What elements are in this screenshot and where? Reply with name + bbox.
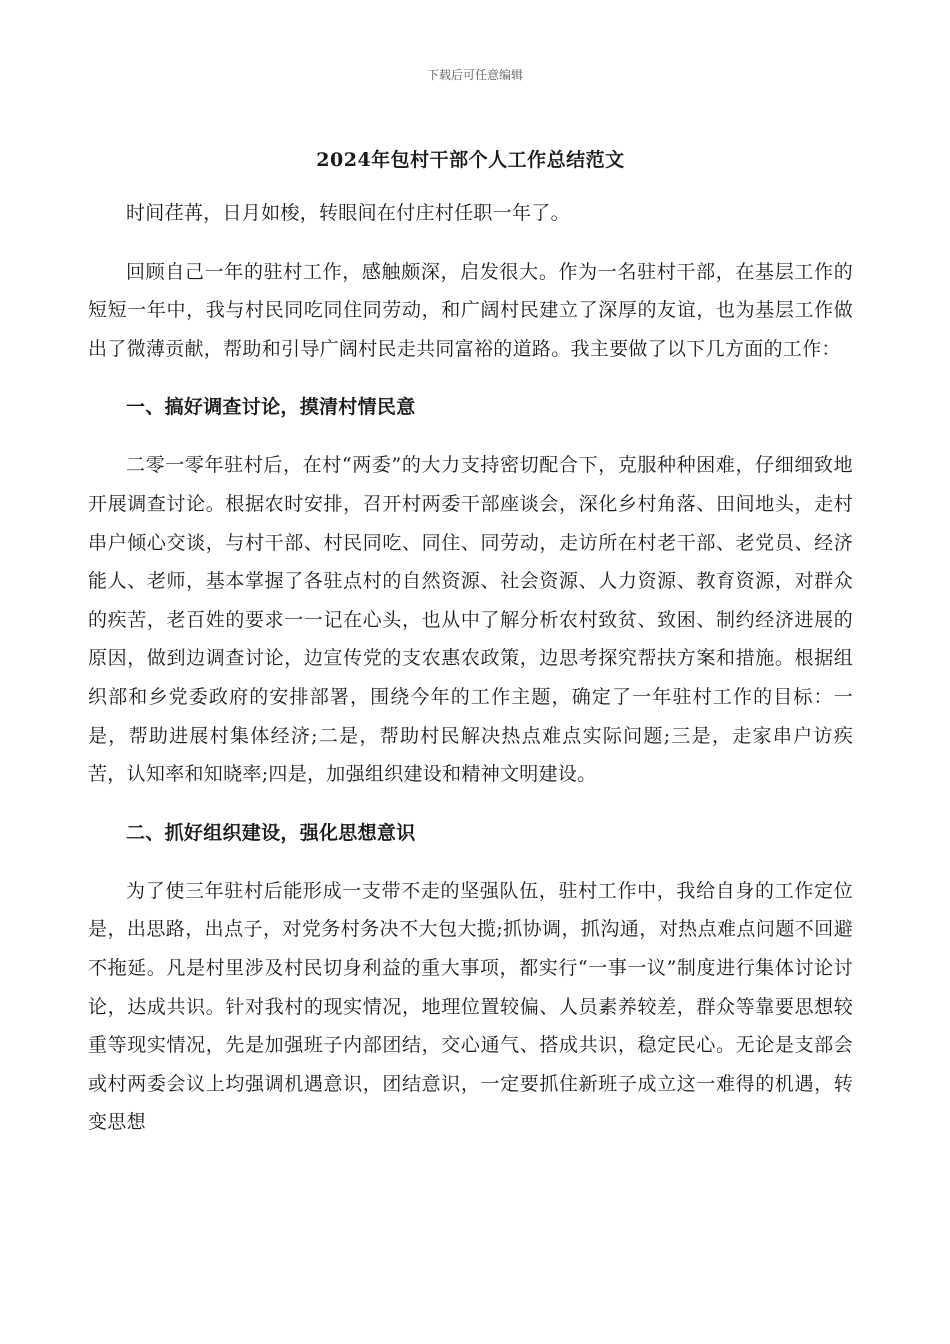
section1-heading: 一、搞好调查讨论，摸清村情民意 [126, 396, 416, 419]
section2-heading: 二、抓好组织建设，强化思想意识 [126, 821, 416, 844]
document-body [88, 140, 853, 1142]
header-note: 下载后可任意编辑 [426, 68, 523, 82]
section1-paragraph: 二零一零年驻村后，在村“两委”的大力支持密切配合下，克服种种困难，仔细细致地开展调查讨论。根据农时安排，召开村两委干部座谈会，深化乡村角落、田间地头，走村串户倾心交谈，与村干部、村民同吃、同住、同劳动，走访所在村老干部、老党员、经济能人、老师，基本掌握了各驻点村的自然资源、社会资源、人力资源、教育资源，对群众的疾苦，老百姓的要求一一记在心头，也从中了解分析农村致贫、致困、制约经济进展的原因，做到边调查讨论，边宣传党的支农惠农政策，边思考探究帮扶方案和措施。根据组织部和乡党委政府的安排部署，围绕今年的工作主题，确定了一年驻村工作的目标：一是，帮助进展村集体经济;二是，帮助村民解决热点难点实际问题;三是，走家串户访疾苦，认知率和知晓率;四是，加强组织建设和精神文明建设。 [88, 454, 853, 786]
section2-paragraph: 为了使三年驻村后能形成一支带不走的坚强队伍，驻村工作中，我给自身的工作定位是，出思路，出点子，对党务村务决不大包大揽;抓协调，抓沟通，对热点难点问题不回避不拖延。凡是村里涉及村民切身利益的重大事项，都实行“一事一议”制度进行集体讨论讨论，达成共识。针对我村的现实情况，地理位置较偏、人员素养较差，群众等靠要思想较重等现实情况，先是加强班子内部团结，交心通气、搭成共识，稳定民心。无论是支部会或村两委会议上均强调机遇意识，团结意识，一定要抓住新班子成立这一难得的机遇，转变思想 [88, 879, 853, 1134]
overview-paragraph: 回顾自己一年的驻村工作，感触颇深，启发很大。作为一名驻村干部，在基层工作的短短一年中，我与村民同吃同住同劳动，和广阔村民建立了深厚的友谊，也为基层工作做出了微薄贡献，帮助和引导广阔村民走共同富裕的道路。我主要做了以下几方面的工作： [88, 260, 853, 360]
intro-paragraph: 时间荏苒，日月如梭，转眼间在付庄村任职一年了。 [126, 202, 570, 224]
document-title: 2024年包村干部个人工作总结范文 [316, 149, 625, 171]
